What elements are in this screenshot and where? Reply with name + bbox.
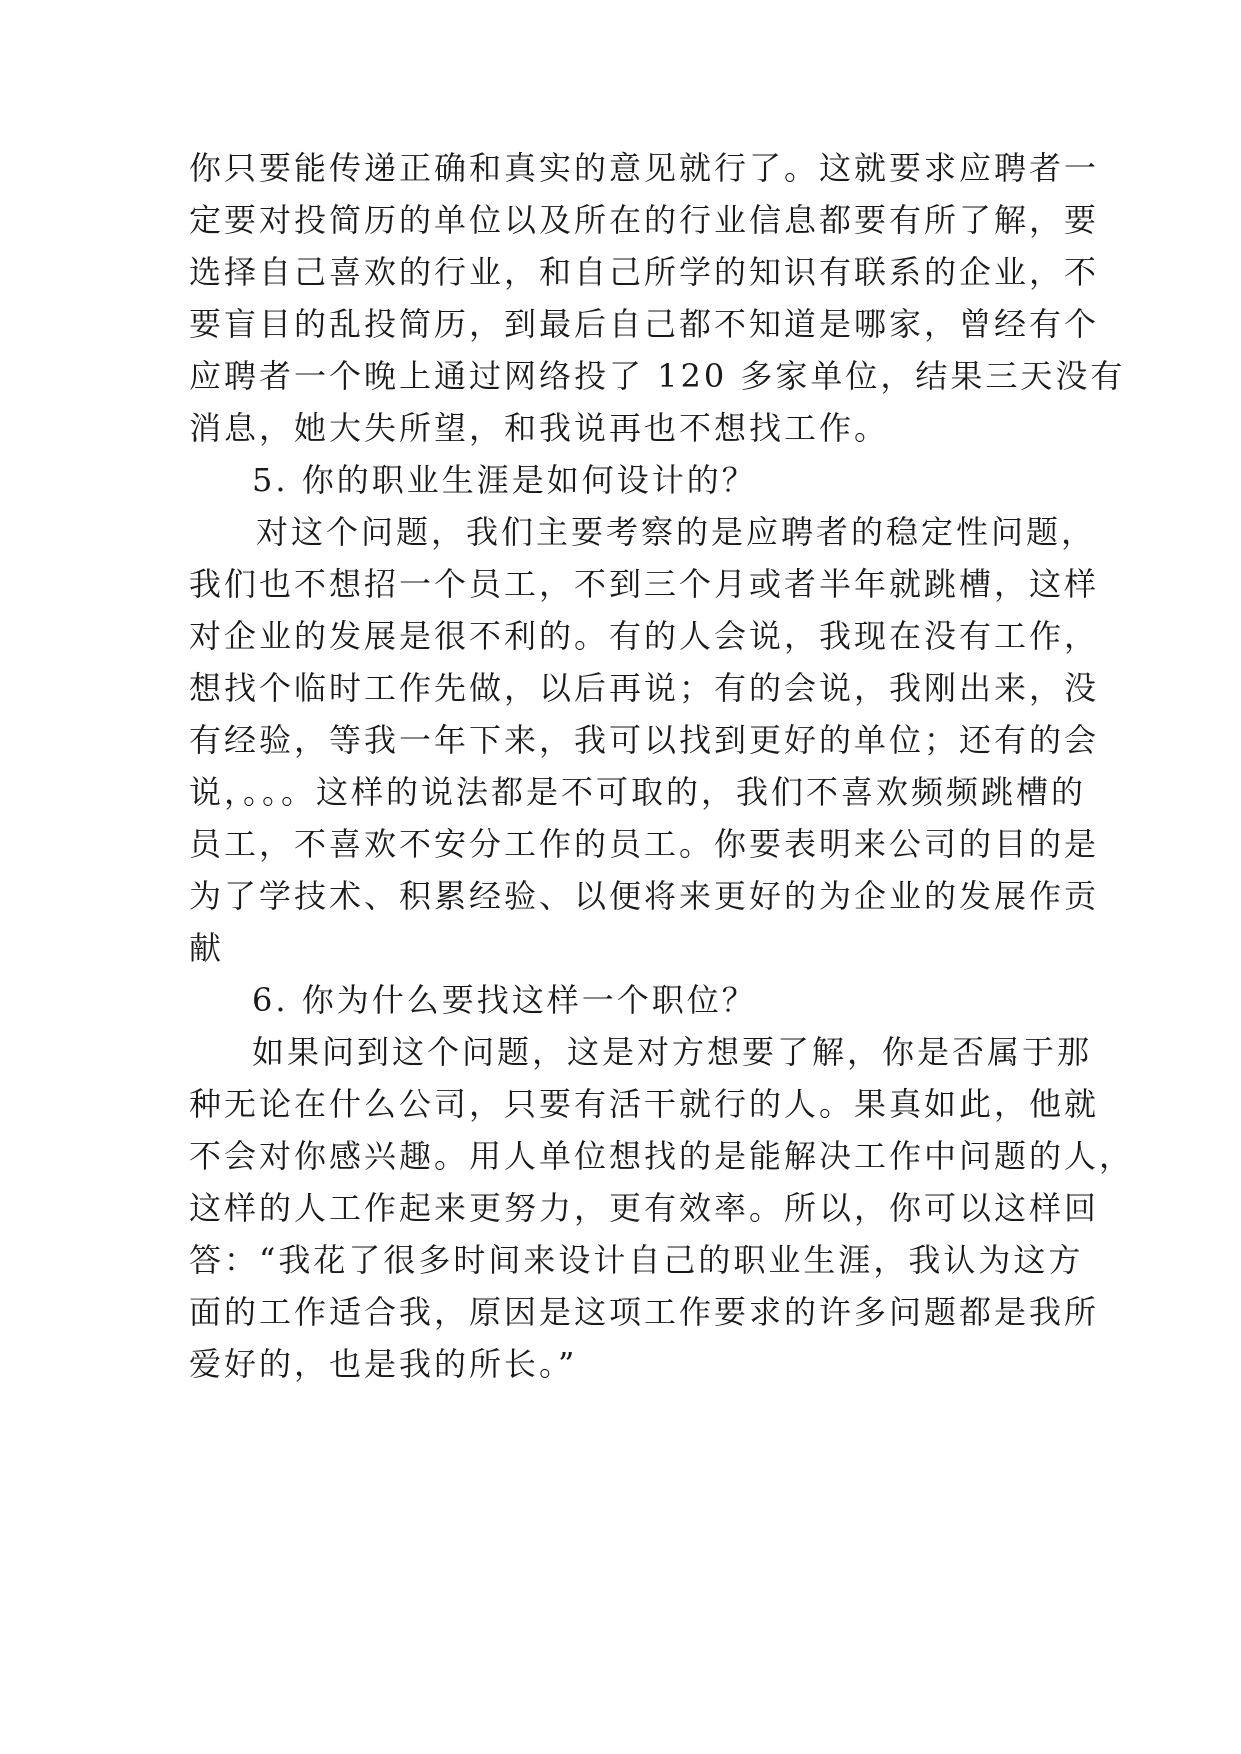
paragraph-line: 为了学技术、积累经验、以便将来更好的为企业的发展作贡 [189, 877, 1100, 915]
paragraph-line: 选择自己喜欢的行业，和自己所学的知识有联系的企业，不 [189, 253, 1100, 291]
paragraph-line: 这样的人工作起来更努力，更有效率。所以，你可以这样回 [189, 1189, 1100, 1227]
paragraph-line: 爱好的，也是我的所长。” [189, 1345, 578, 1383]
paragraph-line: 如果问到这个问题，这是对方想要了解，你是否属于那 [252, 1033, 1093, 1071]
paragraph-line: 对这个问题，我们主要考察的是应聘者的稳定性问题， [256, 513, 1097, 551]
paragraph-line: 应聘者一个晚上通过网络投了 120 多家单位，结果三天没有 [189, 357, 1126, 395]
paragraph-line: 对企业的发展是很不利的。有的人会说，我现在没有工作， [189, 617, 1100, 655]
paragraph-line: 面的工作适合我，原因是这项工作要求的许多问题都是我所 [189, 1293, 1100, 1331]
paragraph-line: 你只要能传递正确和真实的意见就行了。这就要求应聘者一 [189, 149, 1100, 187]
paragraph-line: 不会对你感兴趣。用人单位想找的是能解决工作中问题的人， [189, 1137, 1135, 1175]
question-heading-5: 5. 你的职业生涯是如何设计的？ [252, 461, 757, 499]
paragraph-line: 定要对投简历的单位以及所在的行业信息都要有所了解，要 [189, 201, 1100, 239]
paragraph-line: 员工，不喜欢不安分工作的员工。你要表明来公司的目的是 [189, 825, 1100, 863]
paragraph-line: 我们也不想招一个员工，不到三个月或者半年就跳槽，这样 [189, 565, 1100, 603]
paragraph-line: 说，。。。这样的说法都是不可取的，我们不喜欢频频跳槽的 [189, 773, 1087, 811]
paragraph-line: 献 [189, 929, 225, 967]
paragraph-line: 有经验，等我一年下来，我可以找到更好的单位；还有的会 [189, 721, 1100, 759]
paragraph-line: 消息，她大失所望，和我说再也不想找工作。 [189, 409, 890, 447]
question-heading-6: 6. 你为什么要找这样一个职位？ [252, 981, 757, 1019]
paragraph-line: 要盲目的乱投简历，到最后自己都不知道是哪家，曾经有个 [189, 305, 1100, 343]
paragraph-line: 想找个临时工作先做，以后再说；有的会说，我刚出来，没 [189, 669, 1100, 707]
paragraph-line: 种无论在什么公司，只要有活干就行的人。果真如此，他就 [189, 1085, 1100, 1123]
paragraph-line: 答：“我花了很多时间来设计自己的职业生涯，我认为这方 [189, 1241, 1084, 1279]
